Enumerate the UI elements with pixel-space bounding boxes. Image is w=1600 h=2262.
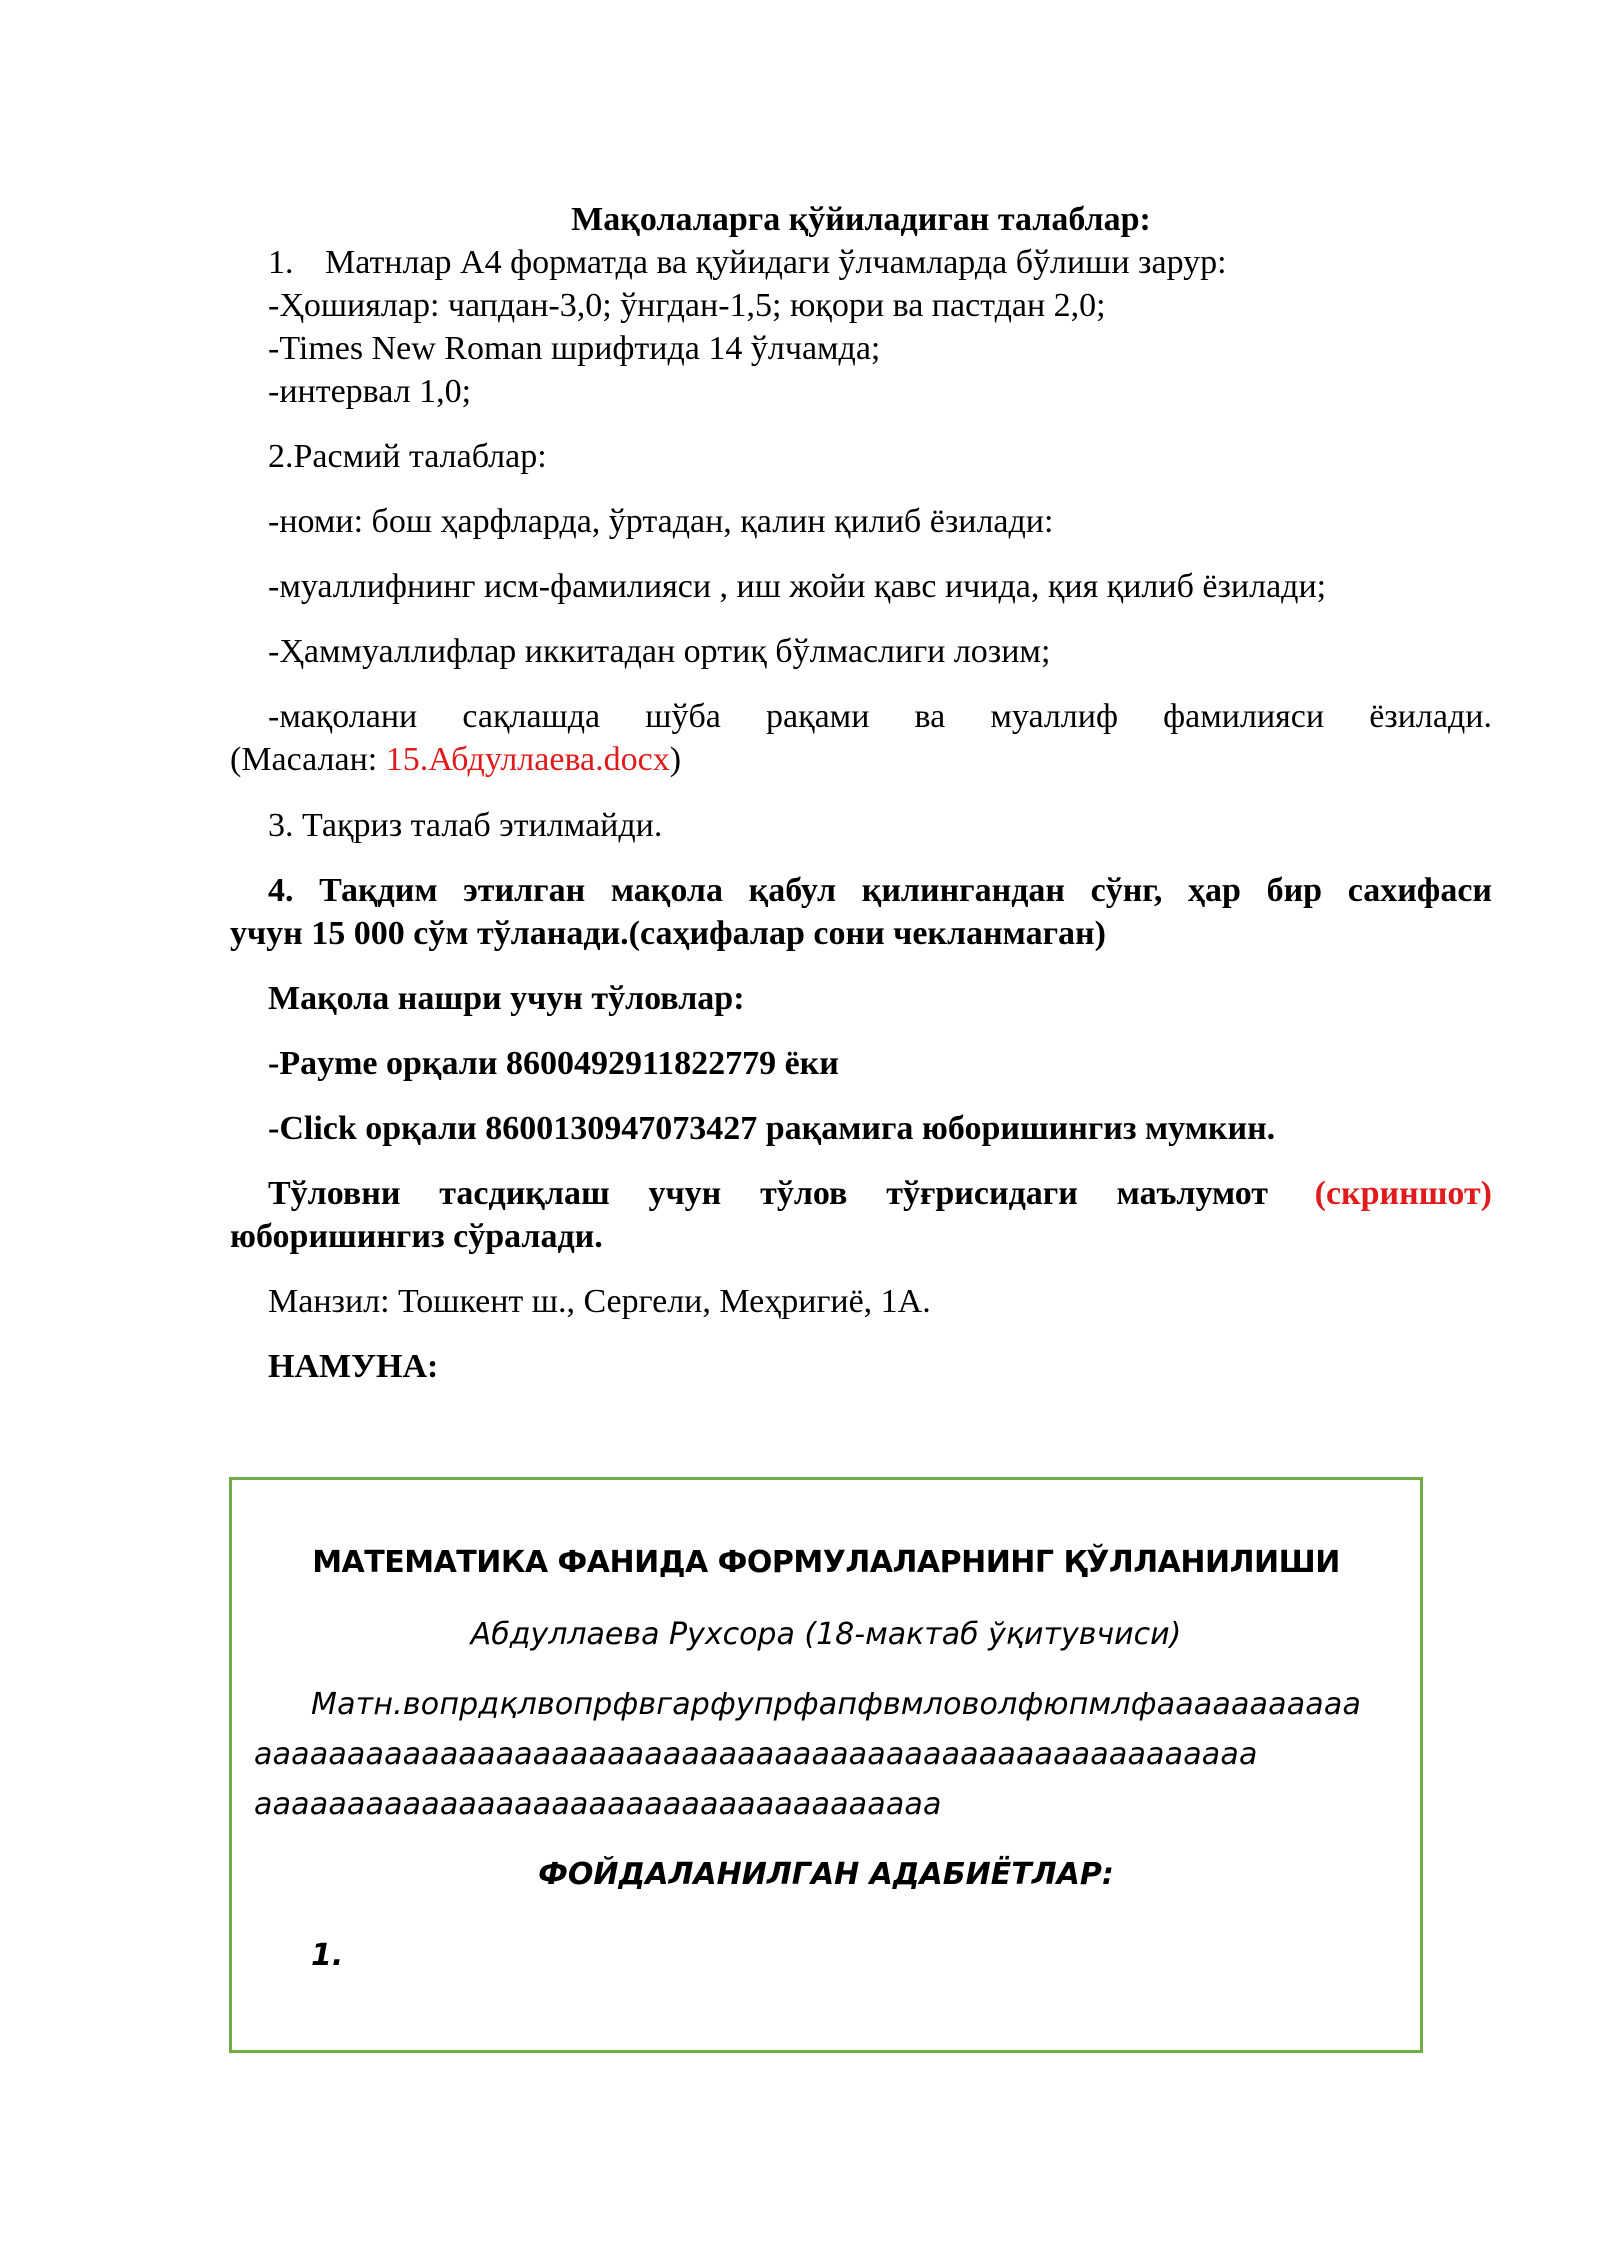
margins-line: -Ҳошиялар: чапдан-3,0; ўнгдан-1,5; юқори ва пастдан 2,0; — [268, 287, 1106, 324]
file-naming-example — [230, 739, 681, 781]
confirmation-text: Тўловни тасдиқлаш учун тўлов тўғрисидаги маълумот — [268, 1175, 1268, 1212]
sample-body-line: Матн.вопрдқлвопрфвгарфупрфапфвмловолфюпмлфааааааааааа — [311, 1687, 1362, 1722]
document-title: Мақолаларга қўйиладиган талаблар: — [571, 201, 1151, 238]
interval-line: -интервал 1,0; — [268, 373, 472, 410]
sample-article-title: МАТЕМАТИКА ФАНИДА ФОРМУЛАЛАРНИНГ ҚЎЛЛАНИЛИШИ — [312, 1545, 1340, 1580]
sample-heading: НАМУНА: — [268, 1348, 439, 1385]
sample-article-author: Абдуллаева Рухсора (18-мактаб ўқитувчиси) — [470, 1617, 1182, 1652]
payme-line: -Payme орқали 8600492911822779 ёки — [268, 1045, 839, 1082]
formal-requirements-heading: 2.Расмий талаблар: — [268, 438, 547, 475]
confirmation-line-continued: юборишингиз сўралади. — [230, 1218, 603, 1255]
sample-body-line: ааааааааааааааааааааааааааааааааааааа — [254, 1787, 942, 1822]
payment-rule-line: 4. Тақдим этилган мақола қабул қилингандан сўнг, ҳар бир сахифаси — [268, 872, 1492, 909]
screenshot-note: (скриншот) — [1314, 1175, 1492, 1212]
sample-article-box — [229, 1477, 1423, 2053]
sample-body-line: аааааааааааааааааааааааааааааааааааааааааааааааааааааа — [254, 1737, 1258, 1772]
payment-rule-line-continued: учун 15 000 сўм тўланади.(саҳифалар сони чекланмаган) — [230, 915, 1106, 952]
sample-references-heading: ФОЙДАЛАНИЛГАН АДАБИЁТЛАР: — [538, 1857, 1114, 1892]
requirement-1-text: Матнлар А4 форматда ва қуйидаги ўлчамларда бўлиши зарур: — [325, 244, 1227, 281]
example-filename: 15.Абдуллаева.docx — [385, 741, 670, 778]
font-line: -Times New Roman шрифтида 14 ўлчамда; — [268, 330, 881, 367]
example-prefix: (Масалан: — [230, 741, 386, 778]
author-rule-line: -муаллифнинг исм-фамилияси , иш жойи қавс ичида, қия қилиб ёзилади; — [268, 568, 1327, 605]
title-rule-line: -номи: бош ҳарфларда, ўртадан, қалин қилиб ёзилади: — [268, 503, 1054, 540]
file-naming-rule-line: -мақолани сақлашда шўба рақами ва муаллиф фамилияси ёзилади. — [268, 698, 1492, 735]
sample-reference-number: 1. — [311, 1938, 344, 1973]
address-line: Манзил: Тошкент ш., Сергели, Меҳригиё, 1А. — [268, 1283, 931, 1320]
requirement-1-number: 1. — [268, 244, 294, 281]
click-line: -Click орқали 8600130947073427 рақамига юборишингиз мумкин. — [268, 1110, 1276, 1147]
confirmation-line — [268, 1173, 1492, 1215]
example-suffix: ) — [669, 741, 682, 778]
payments-heading: Мақола нашри учун тўловлар: — [268, 980, 745, 1017]
coauthor-rule-line: -Ҳаммуаллифлар иккитадан ортиқ бўлмаслиги лозим; — [268, 633, 1051, 670]
review-rule-line: 3. Тақриз талаб этилмайди. — [268, 807, 663, 844]
